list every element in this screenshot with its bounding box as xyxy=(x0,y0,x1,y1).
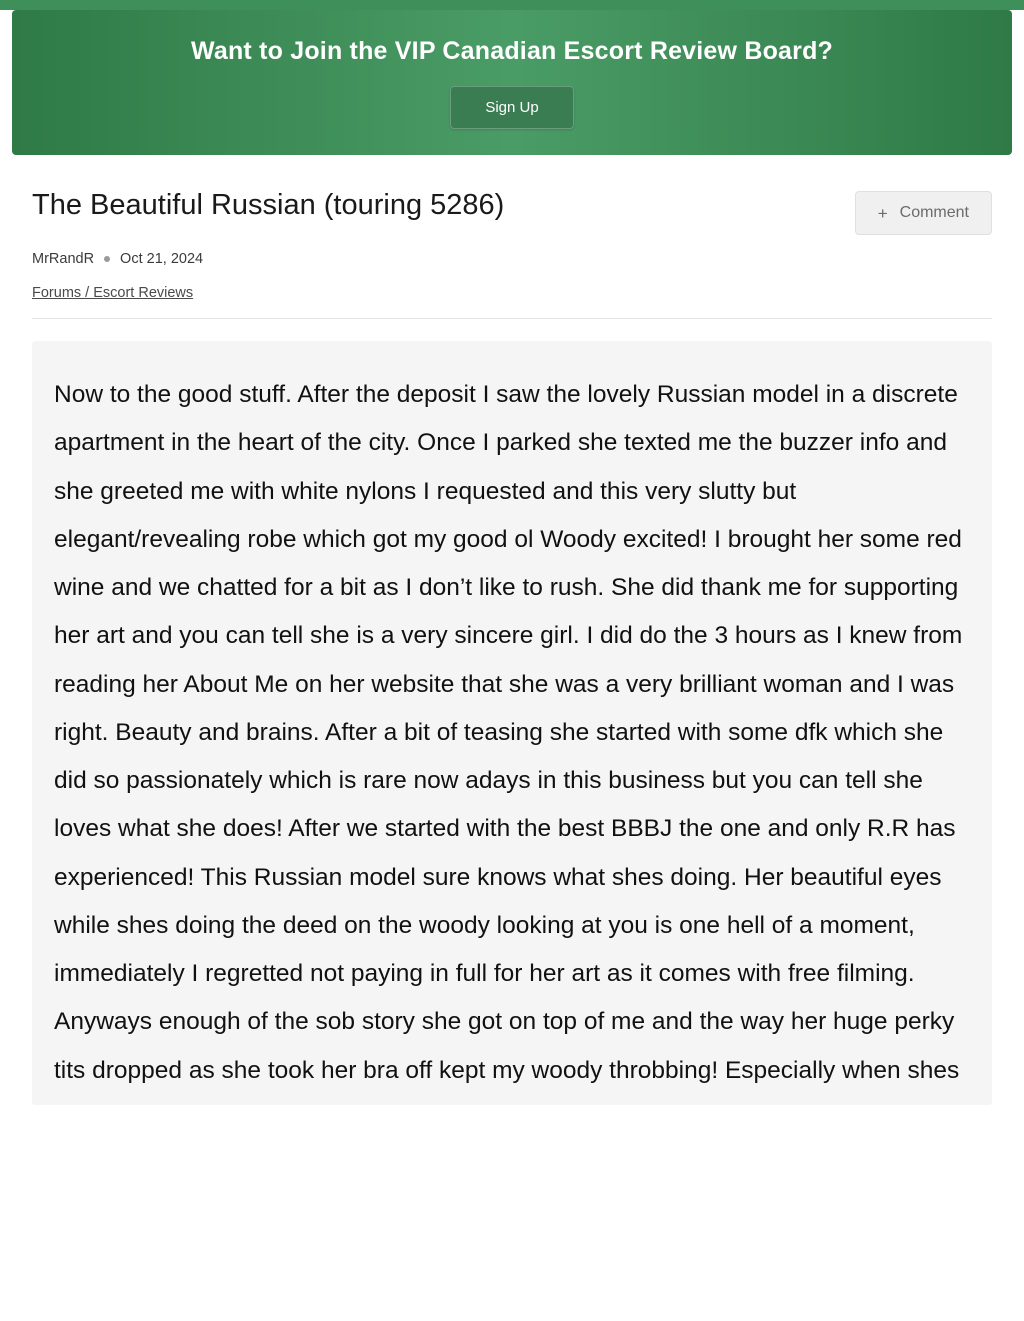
thread-header xyxy=(32,155,992,235)
breadcrumb[interactable]: Forums / Escort Reviews xyxy=(32,285,194,301)
page-title: The Beautiful Russian (touring 5286) xyxy=(32,189,505,221)
vip-signup-banner xyxy=(12,10,1012,155)
comment-button[interactable] xyxy=(855,191,992,235)
top-accent-strip xyxy=(0,0,1024,10)
post-date: Oct 21, 2024 xyxy=(120,251,204,267)
plus-icon: + xyxy=(877,203,888,223)
thread-content xyxy=(0,155,1024,1105)
header-divider xyxy=(32,318,992,319)
post-body xyxy=(32,341,992,1105)
separator-dot-icon xyxy=(104,256,110,262)
sign-up-button[interactable]: Sign Up xyxy=(450,86,573,129)
post-text: Now to the good stuff. After the deposit I saw the lovely Russian model in a discrete apartment in the heart of the city. Once I parked she texted me the buzzer info and she greeted me with white nylons I requested and this very slutty but elegant/revealing robe which got my good ol Woody excited! I brought her some red wine and we chatted for a bit as I don’t like to rush. She did thank me for supporting her art and you can tell she is a very sincere girl. I did do the 3 hours as I knew from reading her About Me on her website that she was a very brilliant woman and I was right. Beauty and brains. After a bit of teasing she started with some dfk which she did so passionately which is rare now adays in this business but you can tell she loves what she does! After we started with the best BBBJ the one and only R.R has experienced! This Russian model sure knows what shes doing. Her beautiful eyes while shes doing the deed on the woody looking at you is one hell of a moment, immediately I regretted not paying in full for her art as it comes with free filming. Anyways enough of the sob story she got on top of me and the way her huge perky tits dropped as she took her bra off kept my woody throbbing! Especially when shes xyxy=(54,381,963,1084)
post-meta xyxy=(32,251,992,267)
banner-title: Want to Join the VIP Canadian Escort Review Board? xyxy=(190,37,834,65)
author-name[interactable]: MrRandR xyxy=(32,251,95,267)
comment-button-label: Comment xyxy=(899,204,969,221)
